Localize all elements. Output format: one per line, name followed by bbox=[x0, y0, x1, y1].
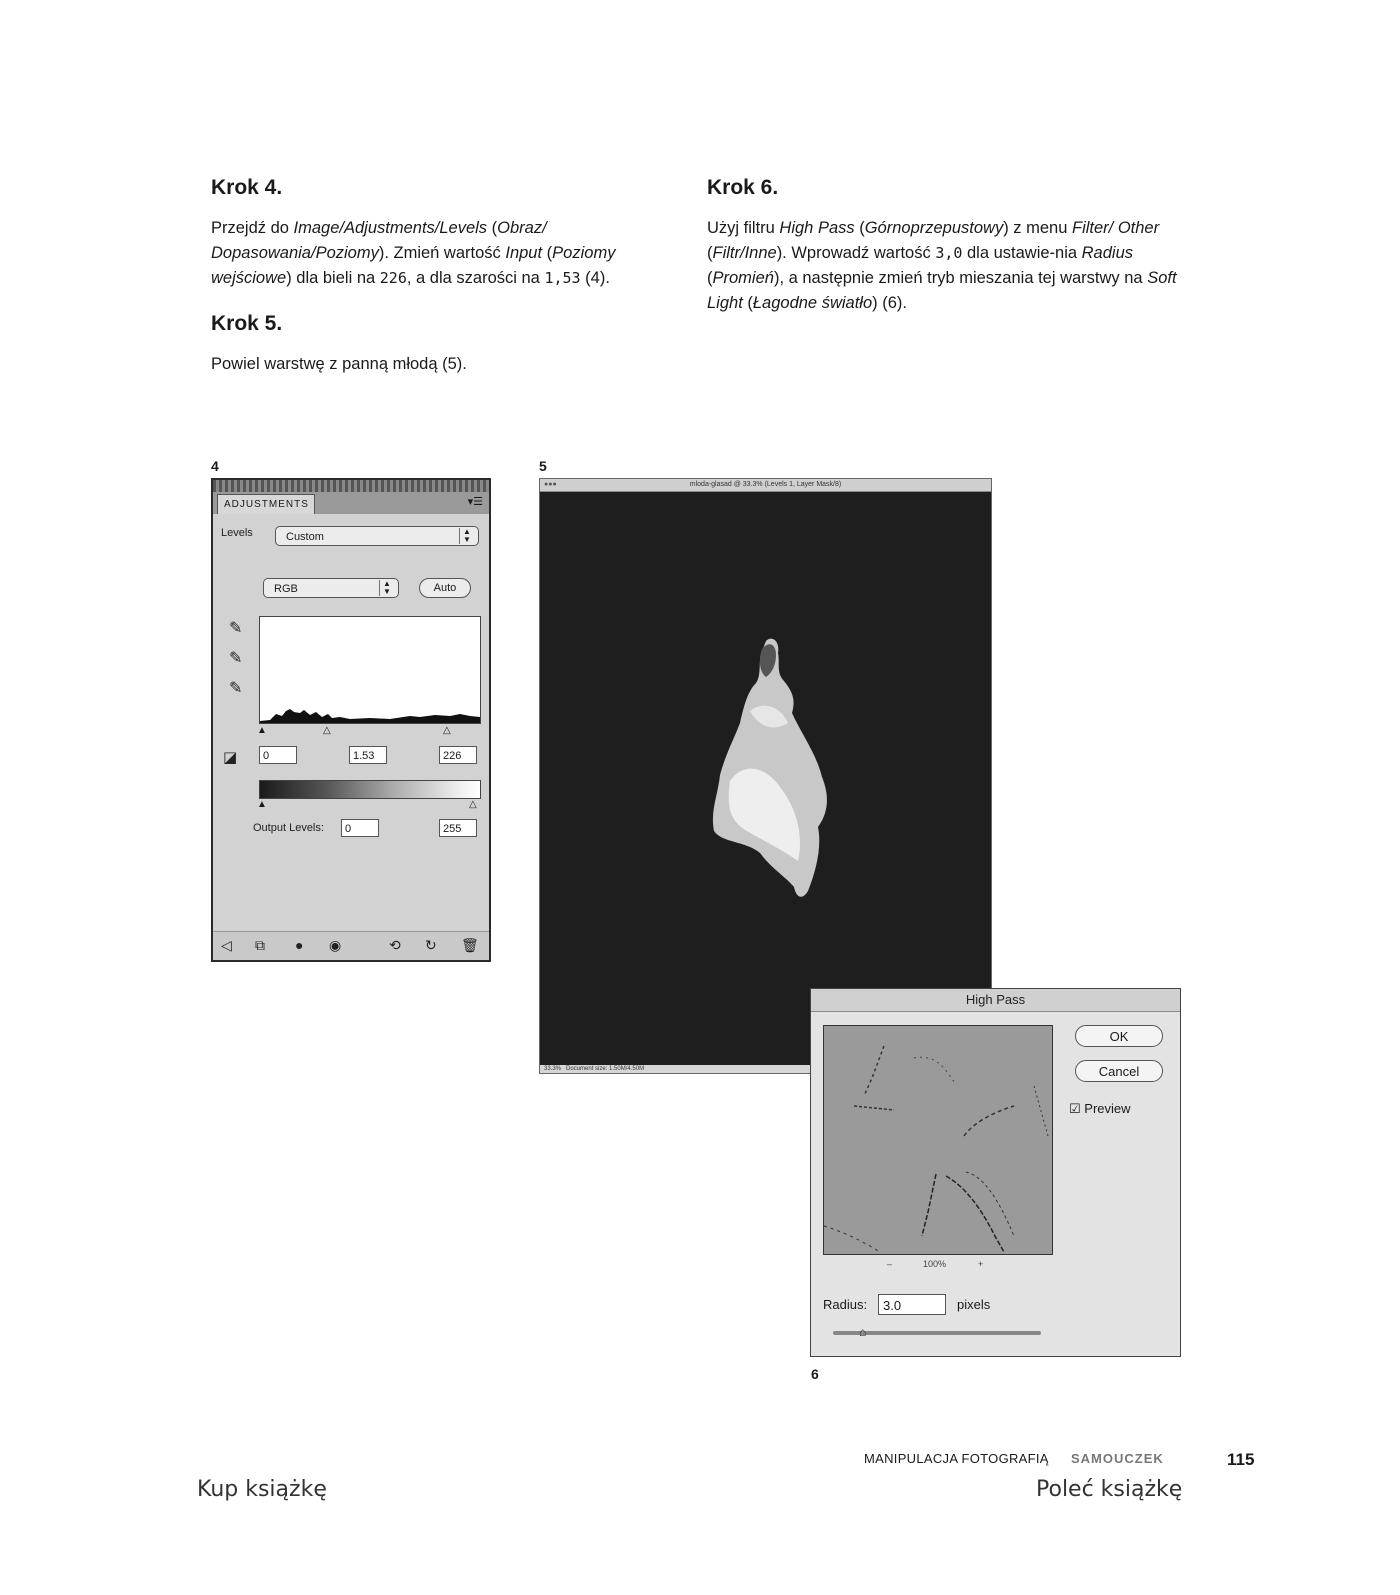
zoom-in-button[interactable]: + bbox=[978, 1259, 984, 1269]
preview-label: Preview bbox=[1084, 1101, 1131, 1116]
input-white-slider-icon[interactable]: △ bbox=[443, 725, 451, 736]
figure-6-label: 6 bbox=[811, 1366, 819, 1382]
step4-block bbox=[211, 176, 681, 291]
recommend-book-link[interactable]: Poleć książkę bbox=[1036, 1477, 1183, 1502]
checkbox-checked-icon: ☑ bbox=[1069, 1101, 1081, 1116]
step4-text: Przejdź do Image/Adjustments/Levels (Obraz/ Dopasowania/Poziomy). Zmień wartość Input (Poziomy wejściowe) dla bieli na 226, a dla szarości na 1,53 (4). bbox=[211, 219, 616, 287]
radius-slider-thumb-icon[interactable]: ⌂ bbox=[859, 1325, 867, 1339]
step6-block bbox=[707, 176, 1177, 316]
step6-text: Użyj filtru High Pass (Górnoprzepustowy) z menu Filter/ Other (Filtr/Inne). Wprowadź wartość 3,0 dla ustawie-nia Radius (Promień), a następnie zmień tryb mieszania tej warstwy na Soft Light (Łagodne światło) (6). bbox=[707, 219, 1177, 312]
channel-value: RGB bbox=[274, 583, 298, 595]
figure-4-label: 4 bbox=[211, 458, 219, 474]
filter-preview[interactable] bbox=[823, 1025, 1053, 1255]
page-number: 115 bbox=[1227, 1450, 1255, 1469]
output-black-slider-icon[interactable]: ▲ bbox=[257, 799, 267, 810]
updown-arrow-icon: ▲ ▼ bbox=[379, 580, 394, 596]
footer-section-title: MANIPULACJA FOTOGRAFIĄ bbox=[864, 1451, 1049, 1466]
figure-5-label: 5 bbox=[539, 458, 547, 474]
radius-label: Radius: bbox=[823, 1297, 868, 1312]
panel-bottom-toolbar bbox=[213, 931, 489, 960]
radius-unit: pixels bbox=[957, 1297, 991, 1312]
zoom-level: 100% bbox=[923, 1259, 947, 1269]
reset-icon[interactable]: ⟲ bbox=[389, 937, 401, 953]
trash-icon[interactable]: 🗑 bbox=[461, 937, 479, 953]
output-black-field[interactable]: 0 bbox=[341, 819, 379, 837]
panel-drag-bar[interactable] bbox=[213, 480, 489, 492]
input-gray-field[interactable]: 1.53 bbox=[349, 746, 387, 764]
preview-image bbox=[824, 1026, 1052, 1254]
panel-menu-icon[interactable]: ▾☰ bbox=[467, 496, 483, 508]
document-size: Document size: 1.50M/4.50M bbox=[566, 1066, 645, 1072]
gray-eyedropper-icon[interactable]: ✎ bbox=[229, 650, 243, 667]
output-white-field[interactable]: 255 bbox=[439, 819, 477, 837]
histogram-graph bbox=[260, 617, 480, 723]
radius-input[interactable]: 3.0 bbox=[878, 1294, 946, 1315]
panel-tab-row bbox=[213, 492, 489, 514]
clip-to-layer-icon[interactable]: ⧉ bbox=[255, 937, 265, 953]
preview-checkbox[interactable] bbox=[1069, 1101, 1131, 1117]
input-black-slider-icon[interactable]: ▲ bbox=[257, 725, 267, 736]
input-gray-slider-icon[interactable]: △ bbox=[323, 725, 331, 736]
histogram bbox=[259, 616, 481, 724]
step5-block bbox=[211, 312, 681, 377]
preset-value: Custom bbox=[286, 531, 324, 543]
adjustments-panel bbox=[211, 478, 491, 962]
input-white-field[interactable]: 226 bbox=[439, 746, 477, 764]
updown-arrow-icon: ▲ ▼ bbox=[459, 528, 474, 544]
dialog-title[interactable]: High Pass bbox=[811, 989, 1180, 1012]
white-eyedropper-icon[interactable]: ✎ bbox=[229, 680, 243, 697]
output-levels-label: Output Levels: bbox=[253, 822, 324, 834]
zoom-out-button[interactable]: – bbox=[887, 1259, 893, 1269]
auto-button[interactable]: Auto bbox=[419, 578, 471, 598]
document-title: mloda-glasad @ 33.3% (Levels 1, Layer Mask/8) bbox=[689, 481, 842, 488]
view-previous-icon[interactable]: ◉ bbox=[329, 937, 342, 953]
step4-title: Krok 4. bbox=[211, 176, 283, 199]
output-white-slider-icon[interactable]: △ bbox=[469, 799, 477, 810]
black-eyedropper-icon[interactable]: ✎ bbox=[229, 620, 243, 637]
cancel-button[interactable]: Cancel bbox=[1075, 1060, 1163, 1082]
back-arrow-icon[interactable]: ◁ bbox=[221, 937, 232, 953]
document-zoom[interactable]: 33.3% bbox=[544, 1066, 562, 1072]
refresh-icon[interactable]: ↻ bbox=[425, 937, 437, 953]
levels-label: Levels bbox=[221, 527, 253, 539]
clipping-warning-icon[interactable]: ◪ bbox=[223, 749, 238, 766]
window-buttons-icon[interactable]: ●●● bbox=[544, 481, 557, 488]
visibility-eye-icon[interactable]: ● bbox=[295, 937, 304, 953]
step6-title: Krok 6. bbox=[707, 176, 779, 199]
channel-select[interactable] bbox=[263, 578, 399, 598]
preset-select[interactable] bbox=[275, 526, 479, 546]
ok-button[interactable]: OK bbox=[1075, 1025, 1163, 1047]
buy-book-link[interactable]: Kup książkę bbox=[197, 1477, 327, 1502]
document-window bbox=[539, 478, 992, 1074]
footer-series: SAMOUCZEK bbox=[1071, 1451, 1164, 1466]
bride-image bbox=[540, 491, 991, 1065]
high-pass-dialog bbox=[810, 988, 1181, 1357]
output-gradient bbox=[259, 780, 481, 799]
step5-text: Powiel warstwę z panną młodą (5). bbox=[211, 355, 467, 373]
input-black-field[interactable]: 0 bbox=[259, 746, 297, 764]
tab-adjustments[interactable]: ADJUSTMENTS bbox=[217, 494, 315, 514]
step5-title: Krok 5. bbox=[211, 312, 283, 335]
